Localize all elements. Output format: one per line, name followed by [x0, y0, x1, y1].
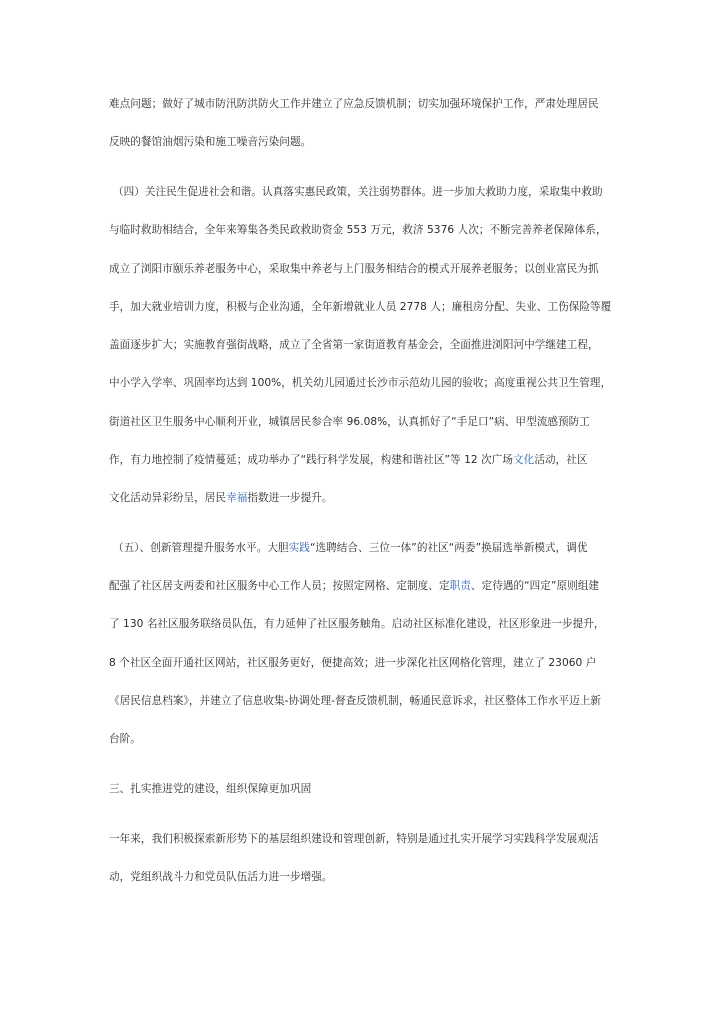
line-text: （五）、创新管理提升服务水平。大胆	[113, 542, 289, 554]
paragraph-line: 8 个社区全面开通社区网站，社区服务更好，便捷高效；进一步深化社区网格化管理，建立了 23060 户	[109, 657, 597, 669]
line-text: 文化活动异彩纷呈，居民	[109, 492, 227, 504]
paragraph-line: 街道社区卫生服务中心顺利开业，城镇居民参合率 96.08%，认真抓好了“手足口”病、甲型流感预防工	[109, 416, 590, 428]
paragraph-line: 手，加大就业培训力度，积极与企业沟通，全年新增就业人员 2778 人；廉租房分配、失业、工伤保险等覆	[109, 301, 612, 313]
line-text: “选聘结合、三位一体”的社区“两委”换届选举新模式，调优	[309, 542, 588, 554]
paragraph-line: 台阶。	[109, 733, 141, 745]
paragraph-line	[109, 491, 619, 505]
paragraph-line: 一年来，我们积极探索新形势下的基层组织建设和管理创新，特别是通过扎实开展学习实践科学发展观活	[109, 833, 599, 845]
line-text: 作，有力地控制了疫情蔓延；成功举办了“践行科学发展，构建和谐社区”等 12 次广场	[109, 454, 514, 466]
link-practice[interactable]: 实践	[288, 542, 310, 554]
paragraph-line: 动，党组织战斗力和党员队伍活力进一步增强。	[109, 871, 333, 883]
paragraph-line: 反映的餐馆油烟污染和施工噪音污染问题。	[109, 136, 312, 148]
paragraph-line	[109, 453, 619, 467]
line-text: 、定待遇的“四定”原则组建	[470, 580, 600, 592]
link-duties[interactable]: 职责	[449, 580, 471, 592]
paragraph-line: 难点问题；做好了城市防汛防洪防火工作并建立了应急反馈机制；切实加强环境保护工作，严肃处理居民	[109, 98, 599, 110]
paragraph-line: 《居民信息档案》，并建立了信息收集-协调处理-督查反馈机制，畅通民意诉求，社区整体工作水平迈上新	[109, 695, 602, 707]
paragraph-line	[109, 579, 619, 593]
paragraph-line: 中小学入学率、巩固率均达到 100%，机关幼儿园通过长沙市示范幼儿园的验收；高度重视公共卫生管理，	[109, 377, 612, 389]
line-text: 配强了社区居支两委和社区服务中心工作人员；按照定网格、定制度、定	[109, 580, 450, 592]
link-happiness[interactable]: 幸福	[226, 492, 248, 504]
line-text: 指数进一步提升。	[247, 492, 333, 504]
link-culture[interactable]: 文化	[513, 454, 535, 466]
paragraph-line: （四）关注民生促进社会和谐。认真落实惠民政策，关注弱势群体。进一步加大救助力度，采取集中救助	[113, 186, 603, 198]
section-heading: 三、扎实推进党的建设，组织保障更加巩固	[109, 783, 312, 795]
paragraph-line: 了 130 名社区服务联络员队伍，有力延伸了社区服务触角。启动社区标准化建设，社区形象进一步提升，	[109, 618, 605, 630]
paragraph-line: 盖面逐步扩大；实施教育强街战略，成立了全省第一家街道教育基金会，全面推进浏阳河中学继建工程，	[109, 339, 599, 351]
paragraph-line	[113, 541, 623, 555]
paragraph-line: 成立了浏阳市颐乐养老服务中心，采取集中养老与上门服务相结合的模式开展养老服务；以创业富民为抓	[109, 263, 599, 275]
paragraph-line: 与临时救助相结合，全年来筹集各类民政救助资金 553 万元，救济 5376 人次；不断完善养老保障体系，	[109, 224, 607, 236]
line-text: 活动，社区	[534, 454, 588, 466]
